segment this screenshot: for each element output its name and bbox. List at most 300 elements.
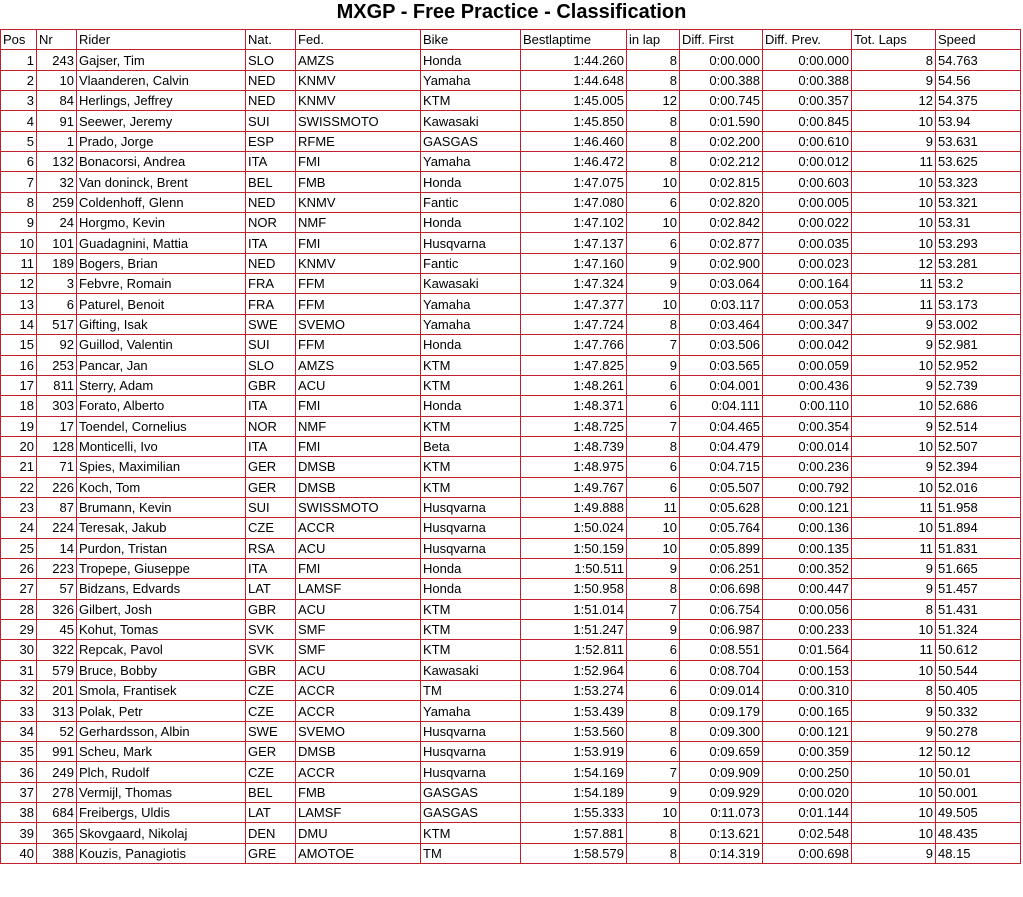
cell-speed: 53.2: [936, 274, 1021, 294]
cell-nr: 87: [37, 497, 77, 517]
cell-pos: 20: [1, 436, 37, 456]
cell-diff-first: 0:02.820: [680, 192, 763, 212]
cell-diff-first: 0:11.073: [680, 803, 763, 823]
cell-diff-first: 0:04.001: [680, 375, 763, 395]
cell-bestlaptime: 1:53.274: [521, 681, 627, 701]
cell-tot-laps: 10: [852, 436, 936, 456]
cell-nr: 243: [37, 50, 77, 70]
cell-in-lap: 7: [627, 335, 680, 355]
cell-bike: KTM: [421, 355, 521, 375]
cell-nr: 223: [37, 558, 77, 578]
cell-in-lap: 6: [627, 375, 680, 395]
cell-in-lap: 8: [627, 701, 680, 721]
cell-tot-laps: 10: [852, 355, 936, 375]
cell-fed: KNMV: [296, 91, 421, 111]
cell-tot-laps: 11: [852, 497, 936, 517]
cell-in-lap: 11: [627, 497, 680, 517]
cell-pos: 23: [1, 497, 37, 517]
cell-diff-first: 0:00.000: [680, 50, 763, 70]
cell-pos: 5: [1, 131, 37, 151]
cell-nat: NED: [246, 70, 296, 90]
cell-bestlaptime: 1:44.648: [521, 70, 627, 90]
cell-tot-laps: 12: [852, 742, 936, 762]
cell-diff-first: 0:02.900: [680, 253, 763, 273]
table-row: [1, 803, 1021, 823]
cell-diff-first: 0:04.715: [680, 457, 763, 477]
cell-pos: 8: [1, 192, 37, 212]
cell-diff-first: 0:02.200: [680, 131, 763, 151]
cell-in-lap: 8: [627, 70, 680, 90]
cell-fed: KNMV: [296, 70, 421, 90]
cell-pos: 3: [1, 91, 37, 111]
cell-rider: Gerhardsson, Albin: [77, 721, 246, 741]
table-row: [1, 599, 1021, 619]
cell-nat: GBR: [246, 375, 296, 395]
cell-tot-laps: 9: [852, 70, 936, 90]
table-row: [1, 396, 1021, 416]
cell-bike: Husqvarna: [421, 721, 521, 741]
cell-speed: 52.394: [936, 457, 1021, 477]
cell-rider: Scheu, Mark: [77, 742, 246, 762]
table-row: [1, 152, 1021, 172]
cell-bike: Fantic: [421, 192, 521, 212]
cell-diff-first: 0:09.300: [680, 721, 763, 741]
cell-rider: Paturel, Benoit: [77, 294, 246, 314]
cell-nr: 579: [37, 660, 77, 680]
cell-rider: Vlaanderen, Calvin: [77, 70, 246, 90]
cell-nr: 45: [37, 619, 77, 639]
cell-bike: KTM: [421, 823, 521, 843]
cell-diff-prev: 0:00.121: [763, 497, 852, 517]
cell-nat: SVK: [246, 619, 296, 639]
cell-fed: ACCR: [296, 701, 421, 721]
cell-bestlaptime: 1:50.159: [521, 538, 627, 558]
cell-nat: ESP: [246, 131, 296, 151]
column-header-nr: Nr: [37, 30, 77, 50]
cell-bike: GASGAS: [421, 131, 521, 151]
cell-bike: Husqvarna: [421, 762, 521, 782]
cell-diff-first: 0:09.179: [680, 701, 763, 721]
cell-diff-prev: 0:01.564: [763, 640, 852, 660]
table-header-row: [1, 30, 1021, 50]
cell-speed: 51.894: [936, 518, 1021, 538]
cell-fed: ACU: [296, 538, 421, 558]
cell-bestlaptime: 1:48.739: [521, 436, 627, 456]
table-row: [1, 782, 1021, 802]
cell-diff-prev: 0:00.347: [763, 314, 852, 334]
cell-nr: 249: [37, 762, 77, 782]
cell-bestlaptime: 1:47.160: [521, 253, 627, 273]
cell-fed: FFM: [296, 274, 421, 294]
cell-nat: GER: [246, 457, 296, 477]
cell-in-lap: 8: [627, 843, 680, 863]
cell-pos: 17: [1, 375, 37, 395]
table-row: [1, 721, 1021, 741]
cell-fed: KNMV: [296, 192, 421, 212]
cell-tot-laps: 10: [852, 111, 936, 131]
cell-tot-laps: 8: [852, 681, 936, 701]
cell-diff-first: 0:03.506: [680, 335, 763, 355]
cell-rider: Spies, Maximilian: [77, 457, 246, 477]
cell-in-lap: 9: [627, 274, 680, 294]
cell-diff-first: 0:04.479: [680, 436, 763, 456]
cell-nat: LAT: [246, 803, 296, 823]
cell-fed: DMSB: [296, 457, 421, 477]
cell-nr: 128: [37, 436, 77, 456]
cell-in-lap: 8: [627, 436, 680, 456]
cell-nr: 684: [37, 803, 77, 823]
cell-nat: LAT: [246, 579, 296, 599]
cell-in-lap: 6: [627, 233, 680, 253]
cell-diff-prev: 0:00.233: [763, 619, 852, 639]
cell-nr: 101: [37, 233, 77, 253]
cell-pos: 11: [1, 253, 37, 273]
cell-tot-laps: 10: [852, 823, 936, 843]
cell-speed: 53.31: [936, 213, 1021, 233]
cell-fed: ACU: [296, 375, 421, 395]
cell-tot-laps: 12: [852, 91, 936, 111]
cell-nr: 313: [37, 701, 77, 721]
cell-tot-laps: 8: [852, 599, 936, 619]
cell-nat: GER: [246, 477, 296, 497]
table-row: [1, 375, 1021, 395]
cell-rider: Smola, Frantisek: [77, 681, 246, 701]
cell-speed: 51.831: [936, 538, 1021, 558]
cell-speed: 53.94: [936, 111, 1021, 131]
cell-diff-first: 0:04.465: [680, 416, 763, 436]
cell-nr: 3: [37, 274, 77, 294]
cell-rider: Prado, Jorge: [77, 131, 246, 151]
column-header-diff-first: Diff. First: [680, 30, 763, 50]
cell-diff-first: 0:01.590: [680, 111, 763, 131]
table-row: [1, 355, 1021, 375]
table-row: [1, 497, 1021, 517]
cell-diff-first: 0:06.698: [680, 579, 763, 599]
cell-fed: FMI: [296, 436, 421, 456]
cell-rider: Teresak, Jakub: [77, 518, 246, 538]
cell-tot-laps: 11: [852, 152, 936, 172]
cell-fed: FMB: [296, 172, 421, 192]
cell-speed: 51.457: [936, 579, 1021, 599]
cell-nat: NED: [246, 192, 296, 212]
cell-bestlaptime: 1:54.189: [521, 782, 627, 802]
cell-fed: DMU: [296, 823, 421, 843]
cell-tot-laps: 10: [852, 518, 936, 538]
cell-speed: 52.016: [936, 477, 1021, 497]
cell-fed: NMF: [296, 416, 421, 436]
cell-fed: ACCR: [296, 518, 421, 538]
cell-bestlaptime: 1:46.472: [521, 152, 627, 172]
table-row: [1, 660, 1021, 680]
cell-speed: 52.952: [936, 355, 1021, 375]
cell-bike: KTM: [421, 599, 521, 619]
cell-nat: ITA: [246, 396, 296, 416]
cell-fed: SVEMO: [296, 721, 421, 741]
cell-fed: NMF: [296, 213, 421, 233]
cell-pos: 10: [1, 233, 37, 253]
cell-in-lap: 6: [627, 681, 680, 701]
cell-bestlaptime: 1:45.005: [521, 91, 627, 111]
cell-tot-laps: 11: [852, 294, 936, 314]
cell-nat: CZE: [246, 701, 296, 721]
cell-pos: 38: [1, 803, 37, 823]
cell-bestlaptime: 1:49.767: [521, 477, 627, 497]
cell-bike: KTM: [421, 619, 521, 639]
cell-rider: Bogers, Brian: [77, 253, 246, 273]
table-row: [1, 477, 1021, 497]
column-header-speed: Speed: [936, 30, 1021, 50]
cell-diff-prev: 0:00.610: [763, 131, 852, 151]
cell-rider: Guillod, Valentin: [77, 335, 246, 355]
cell-bike: Honda: [421, 172, 521, 192]
cell-diff-first: 0:06.251: [680, 558, 763, 578]
cell-diff-prev: 0:01.144: [763, 803, 852, 823]
cell-pos: 19: [1, 416, 37, 436]
cell-rider: Guadagnini, Mattia: [77, 233, 246, 253]
cell-nr: 278: [37, 782, 77, 802]
cell-nat: BEL: [246, 782, 296, 802]
cell-nr: 52: [37, 721, 77, 741]
cell-fed: FMB: [296, 782, 421, 802]
cell-in-lap: 8: [627, 579, 680, 599]
table-row: [1, 274, 1021, 294]
table-row: [1, 233, 1021, 253]
cell-tot-laps: 9: [852, 375, 936, 395]
cell-diff-prev: 0:00.042: [763, 335, 852, 355]
cell-diff-first: 0:03.464: [680, 314, 763, 334]
cell-rider: Bruce, Bobby: [77, 660, 246, 680]
cell-tot-laps: 11: [852, 538, 936, 558]
cell-bike: Yamaha: [421, 701, 521, 721]
cell-diff-prev: 0:00.022: [763, 213, 852, 233]
cell-bestlaptime: 1:54.169: [521, 762, 627, 782]
cell-tot-laps: 10: [852, 477, 936, 497]
cell-rider: Seewer, Jeremy: [77, 111, 246, 131]
cell-tot-laps: 10: [852, 233, 936, 253]
cell-nat: GBR: [246, 660, 296, 680]
cell-bestlaptime: 1:53.439: [521, 701, 627, 721]
cell-in-lap: 10: [627, 172, 680, 192]
cell-tot-laps: 9: [852, 131, 936, 151]
cell-nr: 84: [37, 91, 77, 111]
cell-nat: ITA: [246, 558, 296, 578]
cell-pos: 29: [1, 619, 37, 639]
cell-in-lap: 8: [627, 131, 680, 151]
table-row: [1, 436, 1021, 456]
cell-fed: RFME: [296, 131, 421, 151]
cell-diff-prev: 0:00.014: [763, 436, 852, 456]
cell-pos: 14: [1, 314, 37, 334]
table-row: [1, 294, 1021, 314]
cell-rider: Brumann, Kevin: [77, 497, 246, 517]
cell-pos: 13: [1, 294, 37, 314]
cell-rider: Koch, Tom: [77, 477, 246, 497]
table-row: [1, 91, 1021, 111]
cell-in-lap: 8: [627, 152, 680, 172]
cell-bike: Kawasaki: [421, 111, 521, 131]
cell-tot-laps: 10: [852, 619, 936, 639]
cell-speed: 53.625: [936, 152, 1021, 172]
table-row: [1, 335, 1021, 355]
cell-in-lap: 9: [627, 619, 680, 639]
cell-speed: 50.612: [936, 640, 1021, 660]
cell-bestlaptime: 1:58.579: [521, 843, 627, 863]
cell-speed: 51.431: [936, 599, 1021, 619]
cell-nr: 132: [37, 152, 77, 172]
cell-in-lap: 9: [627, 558, 680, 578]
cell-speed: 50.332: [936, 701, 1021, 721]
cell-diff-prev: 0:00.352: [763, 558, 852, 578]
cell-rider: Tropepe, Giuseppe: [77, 558, 246, 578]
cell-diff-prev: 0:00.357: [763, 91, 852, 111]
cell-bestlaptime: 1:47.102: [521, 213, 627, 233]
cell-diff-prev: 0:00.845: [763, 111, 852, 131]
cell-bestlaptime: 1:48.975: [521, 457, 627, 477]
cell-diff-first: 0:06.754: [680, 599, 763, 619]
column-header-nat: Nat.: [246, 30, 296, 50]
table-row: [1, 558, 1021, 578]
cell-diff-prev: 0:00.165: [763, 701, 852, 721]
cell-nat: SUI: [246, 111, 296, 131]
cell-rider: Gifting, Isak: [77, 314, 246, 334]
cell-bike: KTM: [421, 91, 521, 111]
cell-speed: 51.958: [936, 497, 1021, 517]
cell-bike: Honda: [421, 558, 521, 578]
cell-diff-prev: 0:00.236: [763, 457, 852, 477]
cell-speed: 52.739: [936, 375, 1021, 395]
table-row: [1, 253, 1021, 273]
cell-pos: 27: [1, 579, 37, 599]
cell-pos: 6: [1, 152, 37, 172]
cell-rider: Gilbert, Josh: [77, 599, 246, 619]
cell-pos: 33: [1, 701, 37, 721]
cell-diff-prev: 0:00.354: [763, 416, 852, 436]
table-row: [1, 416, 1021, 436]
cell-speed: 53.293: [936, 233, 1021, 253]
cell-speed: 48.435: [936, 823, 1021, 843]
cell-diff-first: 0:03.064: [680, 274, 763, 294]
cell-diff-first: 0:14.319: [680, 843, 763, 863]
cell-bestlaptime: 1:48.261: [521, 375, 627, 395]
cell-rider: Purdon, Tristan: [77, 538, 246, 558]
cell-nat: FRA: [246, 294, 296, 314]
cell-bike: Beta: [421, 436, 521, 456]
cell-nr: 322: [37, 640, 77, 660]
cell-tot-laps: 10: [852, 192, 936, 212]
cell-bestlaptime: 1:45.850: [521, 111, 627, 131]
cell-bestlaptime: 1:53.919: [521, 742, 627, 762]
cell-diff-first: 0:02.212: [680, 152, 763, 172]
cell-diff-first: 0:05.764: [680, 518, 763, 538]
cell-tot-laps: 11: [852, 640, 936, 660]
cell-in-lap: 6: [627, 396, 680, 416]
cell-diff-first: 0:02.842: [680, 213, 763, 233]
cell-bestlaptime: 1:47.766: [521, 335, 627, 355]
cell-diff-prev: 0:02.548: [763, 823, 852, 843]
cell-nr: 71: [37, 457, 77, 477]
cell-rider: Polak, Petr: [77, 701, 246, 721]
table-row: [1, 172, 1021, 192]
cell-bestlaptime: 1:57.881: [521, 823, 627, 843]
cell-fed: FFM: [296, 294, 421, 314]
cell-pos: 4: [1, 111, 37, 131]
cell-pos: 2: [1, 70, 37, 90]
cell-fed: ACU: [296, 599, 421, 619]
cell-nr: 517: [37, 314, 77, 334]
table-row: [1, 823, 1021, 843]
cell-speed: 53.281: [936, 253, 1021, 273]
cell-bestlaptime: 1:46.460: [521, 131, 627, 151]
cell-diff-first: 0:06.987: [680, 619, 763, 639]
cell-bike: GASGAS: [421, 803, 521, 823]
cell-fed: LAMSF: [296, 579, 421, 599]
cell-bike: Kawasaki: [421, 274, 521, 294]
cell-tot-laps: 10: [852, 396, 936, 416]
cell-pos: 25: [1, 538, 37, 558]
cell-in-lap: 10: [627, 213, 680, 233]
cell-nr: 6: [37, 294, 77, 314]
cell-in-lap: 6: [627, 192, 680, 212]
cell-tot-laps: 11: [852, 274, 936, 294]
cell-nr: 388: [37, 843, 77, 863]
cell-pos: 28: [1, 599, 37, 619]
cell-diff-prev: 0:00.000: [763, 50, 852, 70]
cell-diff-prev: 0:00.135: [763, 538, 852, 558]
cell-bike: Yamaha: [421, 314, 521, 334]
cell-diff-first: 0:05.628: [680, 497, 763, 517]
cell-bike: Yamaha: [421, 294, 521, 314]
table-row: [1, 457, 1021, 477]
cell-pos: 31: [1, 660, 37, 680]
cell-bestlaptime: 1:52.811: [521, 640, 627, 660]
cell-in-lap: 6: [627, 660, 680, 680]
cell-diff-first: 0:05.507: [680, 477, 763, 497]
cell-nr: 259: [37, 192, 77, 212]
cell-speed: 50.405: [936, 681, 1021, 701]
cell-in-lap: 9: [627, 782, 680, 802]
cell-rider: Forato, Alberto: [77, 396, 246, 416]
cell-rider: Kouzis, Panagiotis: [77, 843, 246, 863]
cell-nr: 24: [37, 213, 77, 233]
cell-in-lap: 10: [627, 538, 680, 558]
cell-nr: 189: [37, 253, 77, 273]
cell-rider: Gajser, Tim: [77, 50, 246, 70]
cell-diff-first: 0:03.565: [680, 355, 763, 375]
cell-diff-first: 0:13.621: [680, 823, 763, 843]
cell-diff-prev: 0:00.250: [763, 762, 852, 782]
table-row: [1, 742, 1021, 762]
cell-rider: Plch, Rudolf: [77, 762, 246, 782]
cell-nr: 326: [37, 599, 77, 619]
cell-diff-first: 0:09.014: [680, 681, 763, 701]
cell-nr: 10: [37, 70, 77, 90]
cell-rider: Freibergs, Uldis: [77, 803, 246, 823]
page-title: MXGP - Free Practice - Classification: [336, 1, 687, 23]
cell-rider: Repcak, Pavol: [77, 640, 246, 660]
cell-nat: CZE: [246, 762, 296, 782]
cell-diff-prev: 0:00.153: [763, 660, 852, 680]
cell-tot-laps: 10: [852, 213, 936, 233]
cell-bike: KTM: [421, 457, 521, 477]
cell-fed: SWISSMOTO: [296, 111, 421, 131]
cell-pos: 18: [1, 396, 37, 416]
classification-table: [0, 29, 1021, 864]
cell-nat: SUI: [246, 335, 296, 355]
cell-diff-prev: 0:00.035: [763, 233, 852, 253]
cell-pos: 15: [1, 335, 37, 355]
cell-nr: 991: [37, 742, 77, 762]
cell-bike: Yamaha: [421, 70, 521, 90]
